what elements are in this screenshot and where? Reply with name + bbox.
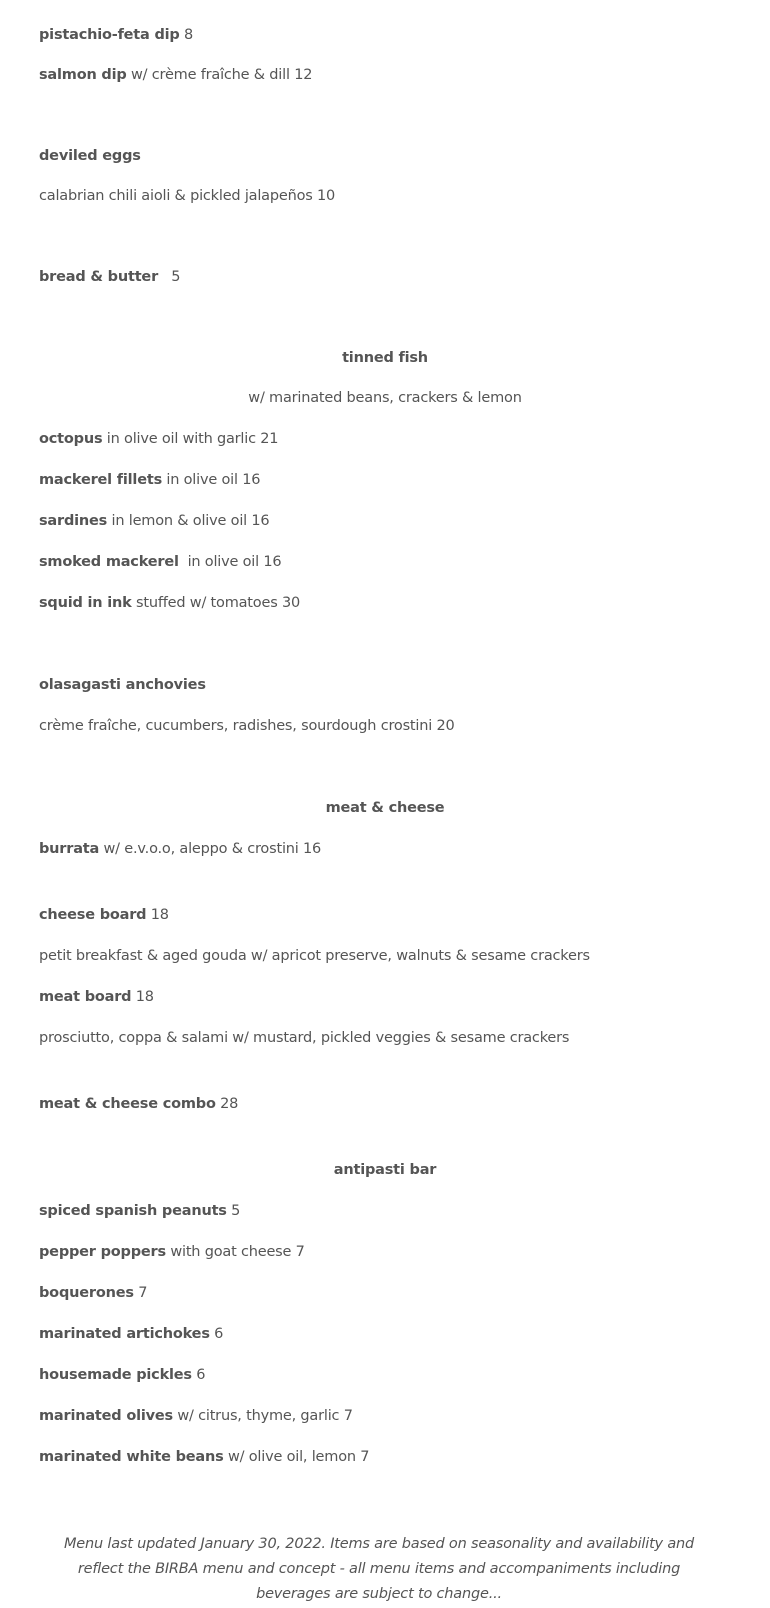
item-name: smoked mackerel: [39, 554, 179, 570]
menu-item-squid-in-ink: [39, 593, 731, 613]
menu-item-description: crème fraîche, cucumbers, radishes, sourdough crostini 20: [39, 718, 455, 734]
item-detail: 18: [146, 907, 169, 923]
menu-item-smoked-mackerel: [39, 552, 731, 572]
item-detail: w/ e.v.o.o, aleppo & crostini 16: [99, 841, 322, 857]
item-detail: w/ olive oil, lemon 7: [223, 1449, 370, 1465]
menu-item-burrata: [39, 839, 731, 859]
menu-item-deviled-eggs: deviled eggs: [39, 148, 141, 164]
menu-item-sardines: [39, 511, 731, 531]
item-name: marinated olives: [39, 1408, 173, 1424]
item-name: boquerones: [39, 1285, 134, 1301]
menu-item-description: prosciutto, coppa & salami w/ mustard, pickled veggies & sesame crackers: [39, 1030, 570, 1046]
item-detail: 5: [226, 1203, 241, 1219]
item-detail: stuffed w/ tomatoes 30: [131, 595, 301, 611]
section-heading-tinned-fish: tinned fish: [342, 350, 428, 366]
item-detail: 5: [158, 269, 181, 285]
menu-item-octopus: [39, 429, 731, 449]
item-name: cheese board: [39, 907, 147, 923]
item-name: marinated artichokes: [39, 1326, 210, 1342]
item-name: octopus: [39, 431, 103, 447]
menu-item-boquerones: [39, 1283, 731, 1303]
item-detail: in olive oil with garlic 21: [102, 431, 279, 447]
item-detail: 28: [215, 1096, 239, 1112]
menu-item-marinated-artichokes: [39, 1324, 731, 1344]
item-detail: w/ citrus, thyme, garlic 7: [172, 1408, 353, 1424]
item-detail: w/ crème fraîche & dill 12: [126, 67, 313, 83]
menu-item-salmon-dip: [39, 65, 731, 85]
item-detail: 7: [133, 1285, 148, 1301]
menu-item-meat-board: [39, 987, 731, 1007]
item-name: spiced spanish peanuts: [39, 1203, 227, 1219]
menu-item-description: calabrian chili aioli & pickled jalapeños 10: [39, 188, 336, 204]
item-detail: in lemon & olive oil 16: [107, 513, 270, 529]
item-detail: in olive oil 16: [162, 472, 261, 488]
item-name: pepper poppers: [39, 1244, 166, 1260]
item-detail: 18: [131, 989, 154, 1005]
menu-item-bread-butter: [39, 267, 731, 287]
menu-item-spiced-spanish-peanuts: [39, 1201, 731, 1221]
menu-item-olasagasti-anchovies: olasagasti anchovies: [39, 677, 206, 693]
item-name: marinated white beans: [39, 1449, 224, 1465]
item-detail: in olive oil 16: [178, 554, 282, 570]
item-detail: 6: [209, 1326, 224, 1342]
item-name: meat board: [39, 989, 132, 1005]
menu-item-pistachio-feta-dip: [39, 25, 731, 45]
item-name: pistachio-feta dip: [39, 27, 180, 43]
menu-item-cheese-board: [39, 905, 731, 925]
item-detail: 6: [191, 1367, 206, 1383]
menu-item-pepper-poppers: [39, 1242, 731, 1262]
menu-item-description: petit breakfast & aged gouda w/ apricot preserve, walnuts & sesame crackers: [39, 948, 590, 964]
section-heading-antipasti-bar: antipasti bar: [333, 1162, 437, 1178]
item-name: sardines: [39, 513, 108, 529]
menu-item-housemade-pickles: [39, 1365, 731, 1385]
menu-item-marinated-olives: [39, 1406, 731, 1426]
item-name: salmon dip: [39, 67, 127, 83]
item-name: meat & cheese combo: [39, 1096, 216, 1112]
item-name: bread & butter: [39, 269, 159, 285]
item-detail: with goat cheese 7: [165, 1244, 305, 1260]
menu-item-mackerel-fillets: [39, 470, 731, 490]
item-detail: 8: [179, 27, 194, 43]
section-subheading: w/ marinated beans, crackers & lemon: [248, 390, 522, 406]
item-name: squid in ink: [39, 595, 132, 611]
item-name: mackerel fillets: [39, 472, 162, 488]
item-name: housemade pickles: [39, 1367, 192, 1383]
menu-footer-note: Menu last updated January 30, 2022. Items are based on seasonality and availability and reflect the BIRBA menu and concept - all menu items and accompaniments including beverages are subject to change...: [63, 1536, 695, 1602]
menu-item-marinated-white-beans: [39, 1447, 731, 1467]
item-name: burrata: [39, 841, 100, 857]
menu-item-meat-cheese-combo: [39, 1094, 731, 1114]
section-heading-meat-cheese: meat & cheese: [325, 800, 445, 816]
